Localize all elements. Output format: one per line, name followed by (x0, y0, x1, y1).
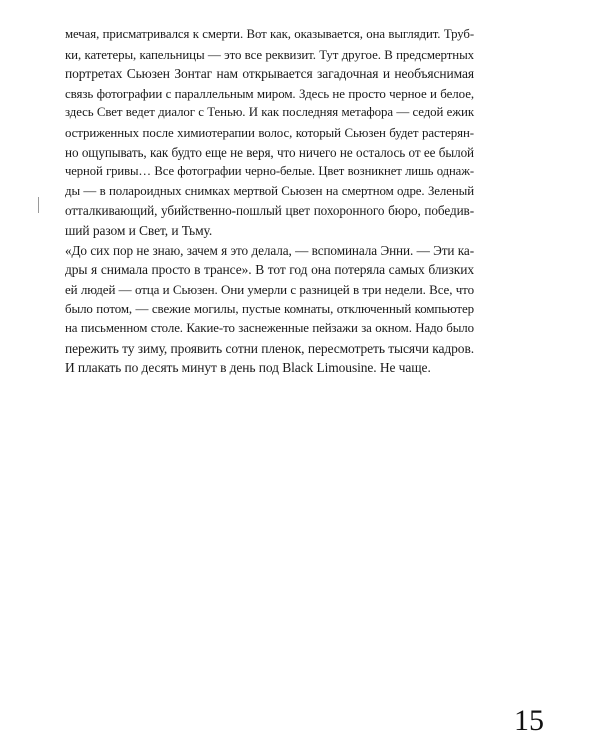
text-line: пережить ту зиму, проявить сотни пленок, пересмотреть тысячи кадров. (65, 340, 474, 356)
text-line: здесь Свет ведет диалог с Тенью. И как последняя метафора — седой ежик (65, 105, 474, 120)
text-line: ший разом и Свет, и Тьму. (65, 222, 213, 238)
text-line: на письменном столе. Какие-то заснеженные пейзажи за окном. Надо было (65, 320, 474, 335)
text-line: отталкивающий, убийственно-пошлый цвет похоронного бюро, победив- (65, 203, 474, 219)
text-line: И плакать по десять минут в день под Black Limousine. Не чаще. (65, 360, 431, 376)
text-line: ды — в полароидных снимках мертвой Сьюзен на смертном одре. Зеленый (65, 183, 474, 198)
text-line: связь фотографии с параллельным миром. Здесь не просто черное и белое, (65, 85, 474, 101)
body-text (65, 25, 474, 378)
scan-artifact (38, 197, 39, 213)
text-line: остриженных после химиотерапии волос, который Сьюзен будет растерян- (65, 124, 474, 140)
page-number: 15 (514, 704, 544, 737)
text-line: мечая, присматривался к смерти. Вот как, оказывается, она выглядит. Труб- (65, 27, 474, 41)
text-line: ки, катетеры, капельницы — это все реквизит. Тут другое. В предсмертных (65, 46, 474, 62)
text-line: было потом, — свежие могилы, пустые комнаты, отключенный компьютер (65, 301, 474, 317)
text-line: ей людей — отца и Сьюзен. Они умерли с разницей в три недели. Все, что (65, 281, 474, 297)
text-line: портретах Сьюзен Зонтаг нам открывается загадочная и необъяснимая (65, 66, 474, 82)
text-line: «До сих пор не знаю, зачем я это делала, — вспоминала Энни. — Эти ка- (65, 242, 474, 258)
text-line: черной гривы… Все фотографии черно-белые. Цвет возникнет лишь однаж- (65, 164, 474, 179)
text-line: дры я снимала просто в трансе». В тот год она потеряла самых близких (65, 262, 474, 278)
text-line: но ощупывать, как будто еще не веря, что ничего не осталось от ее былой (65, 144, 474, 160)
